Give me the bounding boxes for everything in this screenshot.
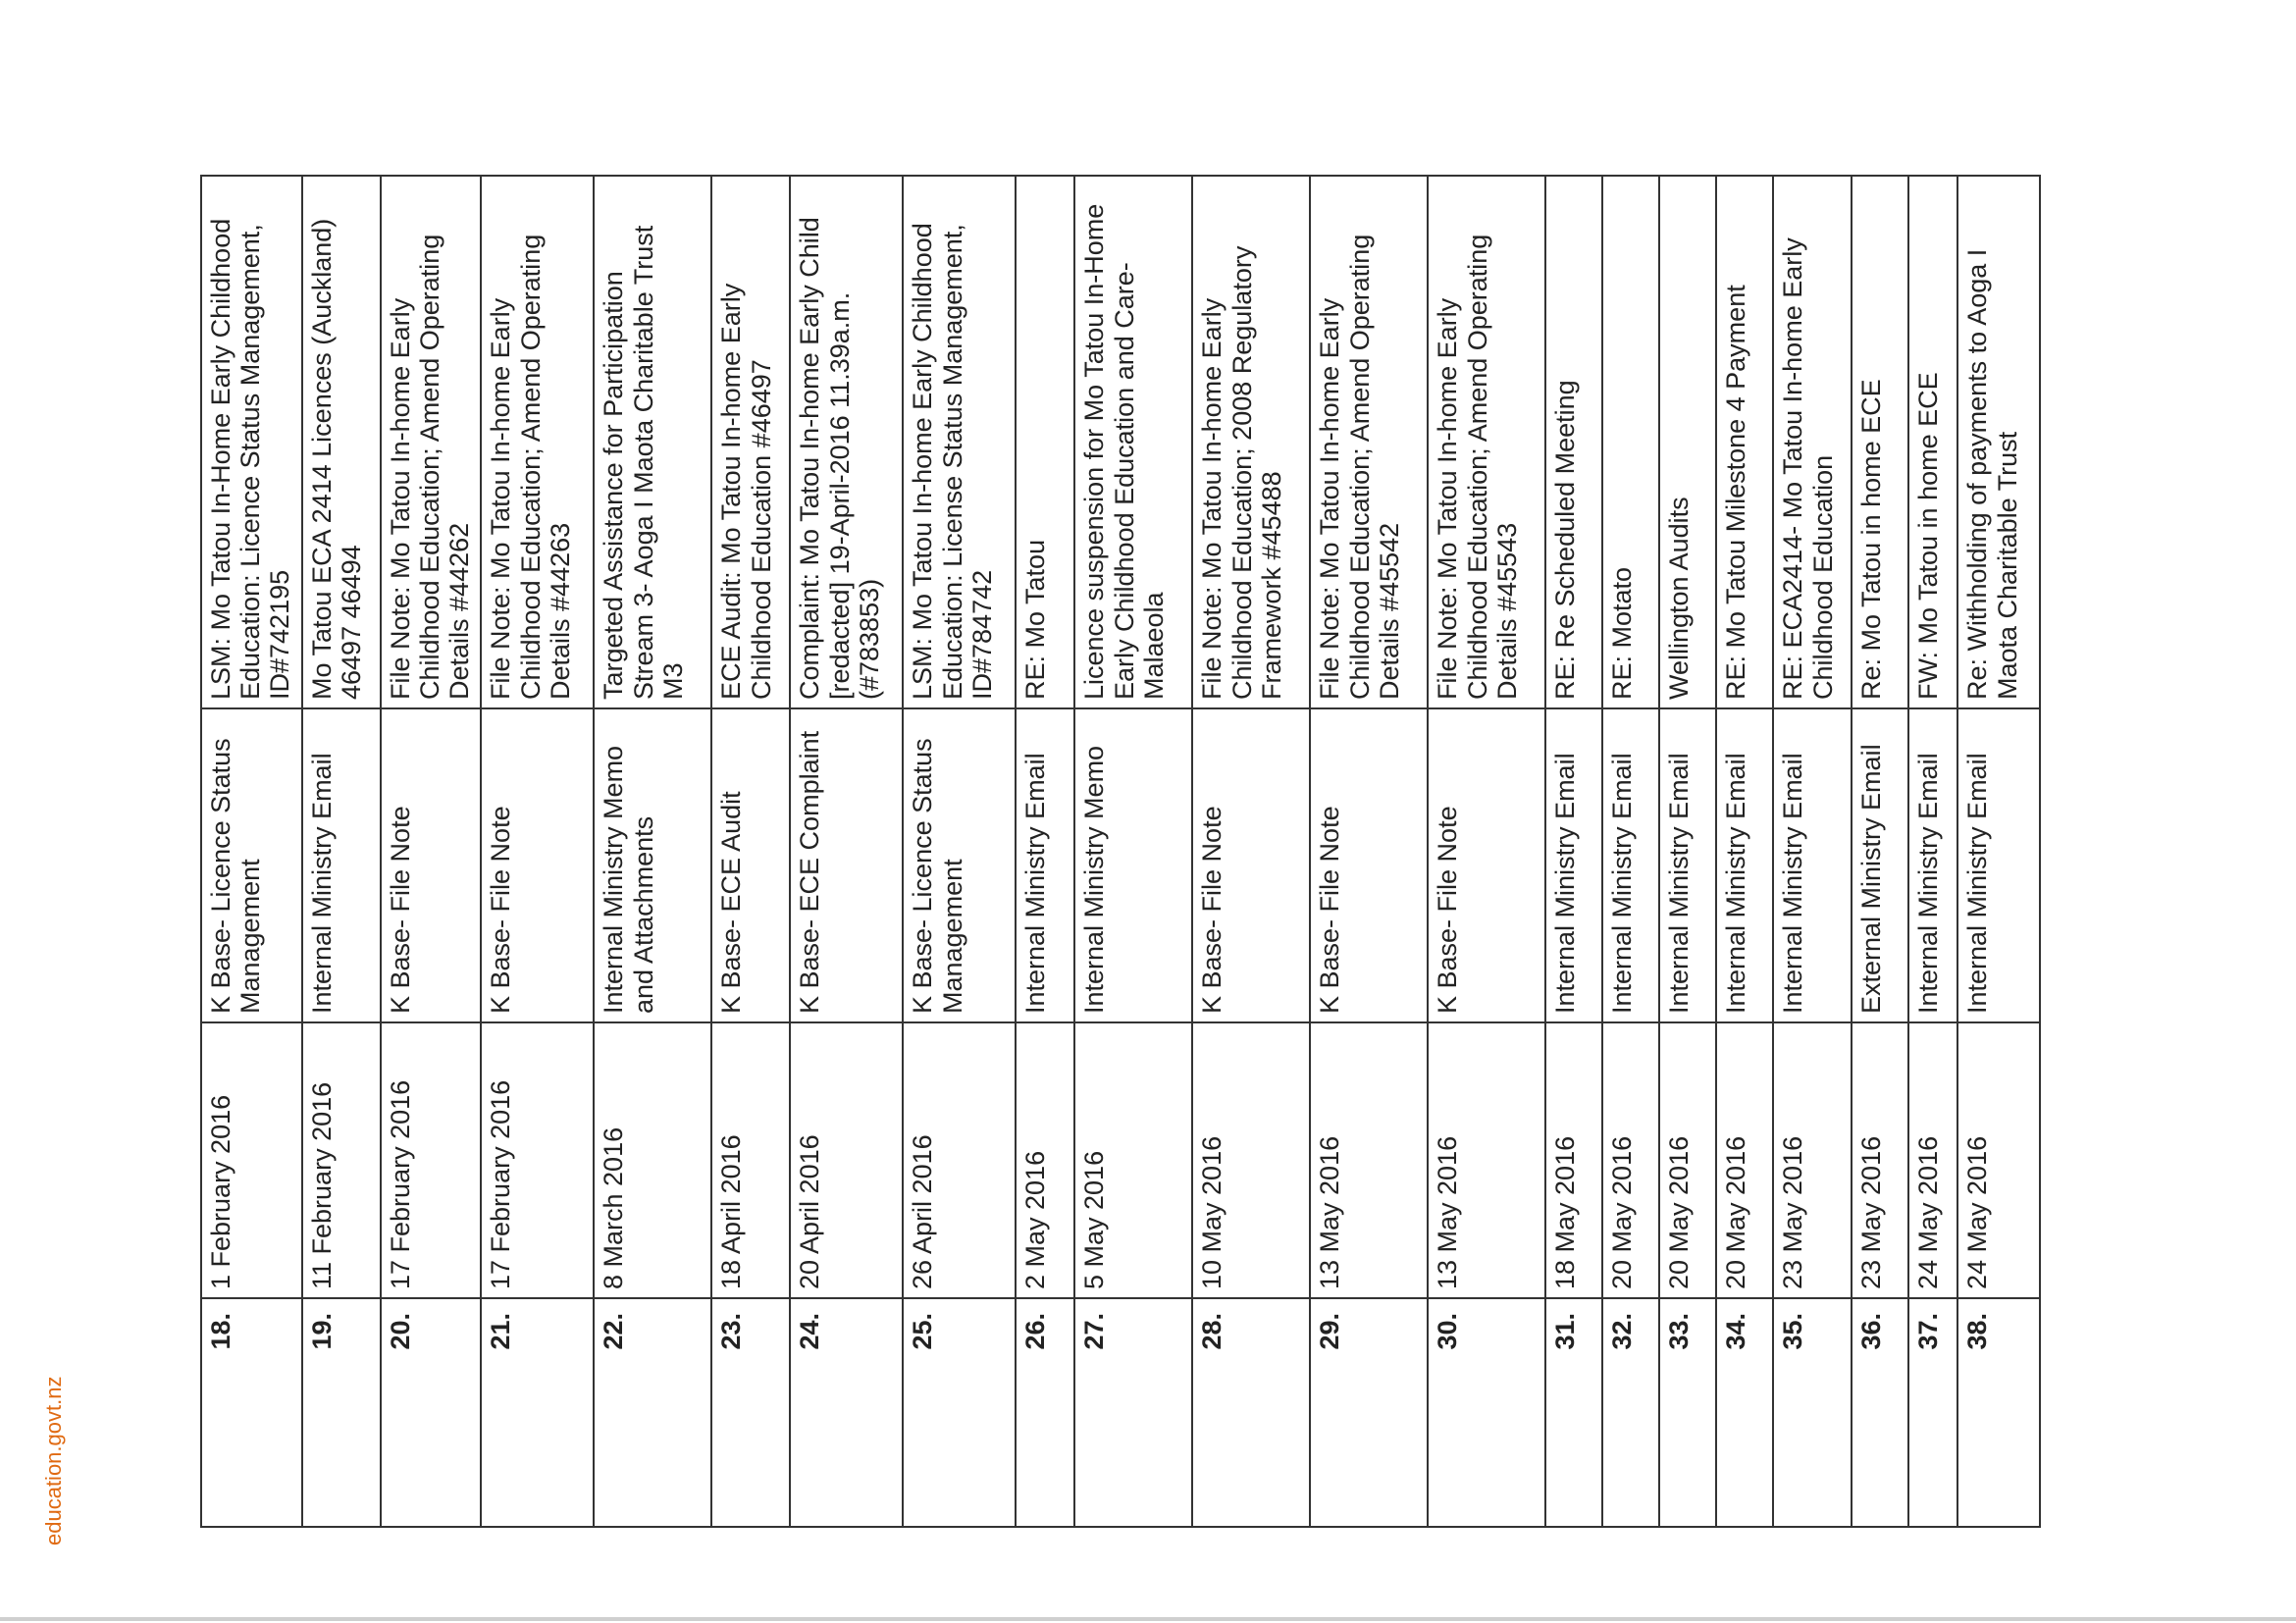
row-description: LSM: Mo Tatou In-home Early Childhood Education: License Status Management, ID#784742: [903, 176, 1016, 708]
row-date: 1 February 2016: [201, 1022, 302, 1298]
row-document-type: K Base- Licence Status Management: [903, 708, 1016, 1022]
row-document-type: K Base- File Note: [1192, 708, 1310, 1022]
row-number: 18.: [201, 1298, 302, 1527]
row-document-type: K Base- ECE Audit: [711, 708, 790, 1022]
row-date: 24 May 2016: [1957, 1022, 2040, 1298]
row-document-type: K Base- ECE Complaint: [790, 708, 903, 1022]
row-number: 26.: [1016, 1298, 1074, 1527]
table-row: [1428, 176, 1545, 1527]
table-row: [201, 176, 302, 1527]
row-number: 36.: [1852, 1298, 1908, 1527]
row-document-type: Internal Ministry Email: [1545, 708, 1602, 1022]
row-description: LSM: Mo Tatou In-Home Early Childhood Education: Licence Status Management, ID#742195: [201, 176, 302, 708]
row-date: 20 May 2016: [1716, 1022, 1773, 1298]
row-date: 23 May 2016: [1852, 1022, 1908, 1298]
table-row: [1016, 176, 1074, 1527]
row-number: 38.: [1957, 1298, 2040, 1527]
row-description: RE: Mo Tatou Milestone 4 Payment: [1716, 176, 1773, 708]
row-document-type: K Base- File Note: [1310, 708, 1428, 1022]
row-document-type: Internal Ministry Email: [1773, 708, 1852, 1022]
row-number: 31.: [1545, 1298, 1602, 1527]
row-date: 13 May 2016: [1428, 1022, 1545, 1298]
row-date: 2 May 2016: [1016, 1022, 1074, 1298]
row-number: 24.: [790, 1298, 903, 1527]
table-row: [1310, 176, 1428, 1527]
row-description: File Note: Mo Tatou In-home Early Childhood Education; 2008 Regulatory Framework #45488: [1192, 176, 1310, 708]
table-row: [594, 176, 711, 1527]
table-row: [903, 176, 1016, 1527]
row-number: 25.: [903, 1298, 1016, 1527]
row-document-type: Internal Ministry Email: [1602, 708, 1659, 1022]
row-description: RE: ECA2414- Mo Tatou In-home Early Childhood Education: [1773, 176, 1852, 708]
table-row: [381, 176, 482, 1527]
row-date: 20 May 2016: [1602, 1022, 1659, 1298]
row-date: 26 April 2016: [903, 1022, 1016, 1298]
bottom-divider: [0, 1617, 2296, 1621]
row-description: File Note: Mo Tatou In-home Early Childhood Education; Amend Operating Details #45543: [1428, 176, 1545, 708]
row-date: 18 May 2016: [1545, 1022, 1602, 1298]
row-number: 32.: [1602, 1298, 1659, 1527]
row-date: 18 April 2016: [711, 1022, 790, 1298]
row-description: Re: Withholding of payments to Aoga I Maota Charitable Trust: [1957, 176, 2040, 708]
row-description: Complaint: Mo Tatou In-home Early Child [redacted] 19-April-2016 11.39a.m. (#783853): [790, 176, 903, 708]
row-number: 29.: [1310, 1298, 1428, 1527]
row-document-type: K Base- File Note: [481, 708, 594, 1022]
row-date: 13 May 2016: [1310, 1022, 1428, 1298]
row-number: 20.: [381, 1298, 482, 1527]
row-document-type: Internal Ministry Memo: [1074, 708, 1192, 1022]
table-row: [1074, 176, 1192, 1527]
table-row: [1192, 176, 1310, 1527]
row-document-type: Internal Ministry Email: [302, 708, 381, 1022]
row-number: 22.: [594, 1298, 711, 1527]
row-description: File Note: Mo Tatou In-home Early Childhood Education; Amend Operating Details #45542: [1310, 176, 1428, 708]
row-description: ECE Audit: Mo Tatou In-home Early Childhood Education #46497: [711, 176, 790, 708]
table-row: [1852, 176, 1908, 1527]
row-document-type: Internal Ministry Email: [1908, 708, 1957, 1022]
table-row: [1545, 176, 1602, 1527]
table-row: [1773, 176, 1852, 1527]
row-date: 24 May 2016: [1908, 1022, 1957, 1298]
table-row: [302, 176, 381, 1527]
row-date: 17 February 2016: [481, 1022, 594, 1298]
row-date: 10 May 2016: [1192, 1022, 1310, 1298]
row-document-type: Internal Ministry Email: [1016, 708, 1074, 1022]
table-row: [1716, 176, 1773, 1527]
row-description: RE: Motato: [1602, 176, 1659, 708]
row-number: 28.: [1192, 1298, 1310, 1527]
row-date: 23 May 2016: [1773, 1022, 1852, 1298]
row-date: 20 May 2016: [1659, 1022, 1716, 1298]
row-date: 20 April 2016: [790, 1022, 903, 1298]
row-document-type: Internal Ministry Email: [1957, 708, 2040, 1022]
row-date: 8 March 2016: [594, 1022, 711, 1298]
row-description: Re: Mo Tatou in home ECE: [1852, 176, 1908, 708]
table-row: [1908, 176, 1957, 1527]
row-description: RE: Re Scheduled Meeting: [1545, 176, 1602, 708]
row-number: 21.: [481, 1298, 594, 1527]
table-row: [790, 176, 903, 1527]
row-date: 11 February 2016: [302, 1022, 381, 1298]
page-footer: [41, 1320, 73, 1545]
row-document-type: K Base- File Note: [1428, 708, 1545, 1022]
row-number: 33.: [1659, 1298, 1716, 1527]
row-description: RE: Mo Tatou: [1016, 176, 1074, 708]
table-row: [1602, 176, 1659, 1527]
row-document-type: Internal Ministry Email: [1716, 708, 1773, 1022]
table-row: [711, 176, 790, 1527]
row-description: File Note: Mo Tatou In-home Early Childhood Education; Amend Operating Details #44263: [481, 176, 594, 708]
row-description: Mo Tatou ECA 2414 Licences (Auckland) 46497 46494: [302, 176, 381, 708]
row-number: 35.: [1773, 1298, 1852, 1527]
row-date: 5 May 2016: [1074, 1022, 1192, 1298]
row-number: 34.: [1716, 1298, 1773, 1527]
document-index-rows: [201, 176, 2040, 1527]
document-index-table: [200, 175, 2041, 1528]
table-row: [1659, 176, 1716, 1527]
row-description: Targeted Assistance for Participation Stream 3- Aoga I Maota Charitable Trust M3: [594, 176, 711, 708]
row-number: 30.: [1428, 1298, 1545, 1527]
row-document-type: Internal Ministry Email: [1659, 708, 1716, 1022]
row-number: 27.: [1074, 1298, 1192, 1527]
row-description: Wellington Audits: [1659, 176, 1716, 708]
row-description: File Note: Mo Tatou In-home Early Childhood Education; Amend Operating Details #44262: [381, 176, 482, 708]
row-number: 37.: [1908, 1298, 1957, 1527]
table-row: [1957, 176, 2040, 1527]
row-number: 23.: [711, 1298, 790, 1527]
row-description: Licence suspension for Mo Tatou In-Home Early Childhood Education and Care- Malaeola: [1074, 176, 1192, 708]
row-document-type: K Base- Licence Status Management: [201, 708, 302, 1022]
rotated-page: [200, 177, 2076, 1528]
row-document-type: Internal Ministry Memo and Attachments: [594, 708, 711, 1022]
row-document-type: K Base- File Note: [381, 708, 482, 1022]
row-description: FW: Mo Tatou in home ECE: [1908, 176, 1957, 708]
row-date: 17 February 2016: [381, 1022, 482, 1298]
row-number: 19.: [302, 1298, 381, 1527]
footer-website-text: education.govt.nz: [41, 1376, 66, 1545]
table-row: [481, 176, 594, 1527]
row-document-type: External Ministry Email: [1852, 708, 1908, 1022]
